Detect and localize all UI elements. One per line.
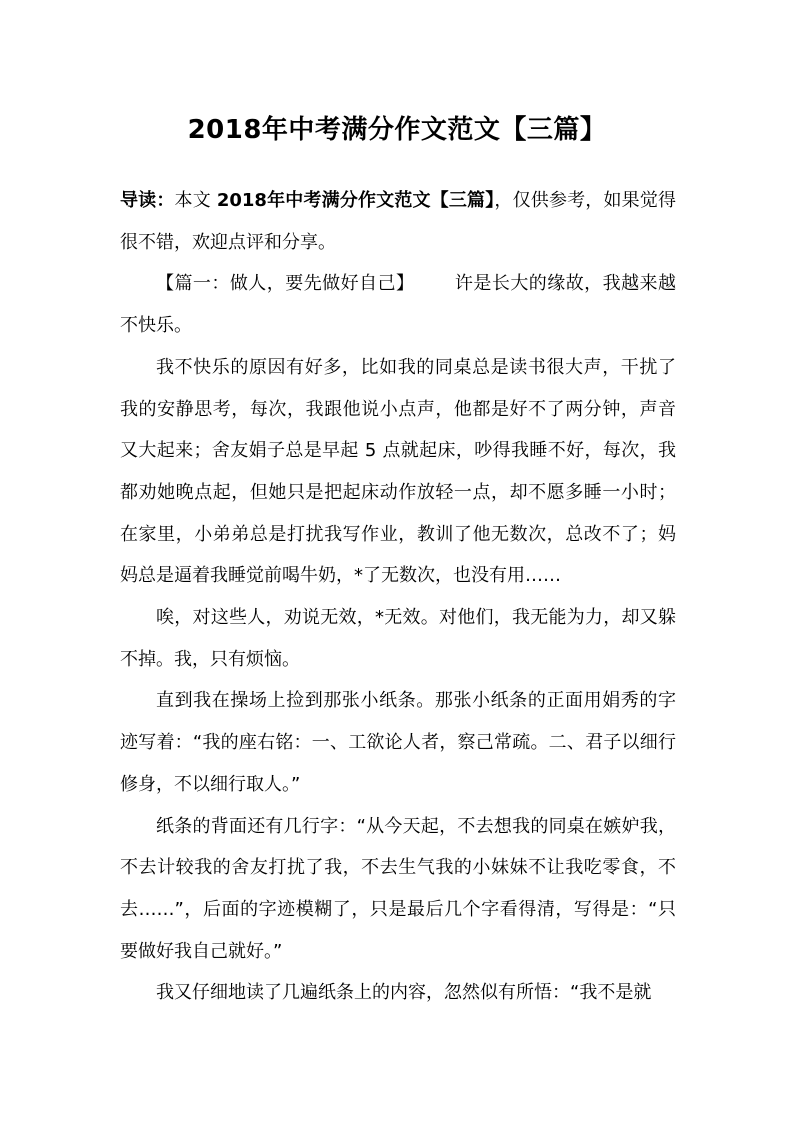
section-heading-paragraph [120,263,676,346]
intro-suffix: ，仅供参考，如果觉得很不错，欢迎点评和分享。 [120,190,677,253]
intro-paragraph [120,180,676,263]
section-heading: 【篇一：做人，要先做好自己】 [156,273,415,295]
body-paragraph: 直到我在操场上捡到那张小纸条。那张小纸条的正面用娟秀的字迹写着：“我的座右铭：一、工欲论人者，察己常疏。二、君子以细行修身，不以细行取人。” [120,690,676,795]
body-paragraph: 唉，对这些人，劝说无效，*无效。对他们，我无能为力，却又躲不掉。我，只有烦恼。 [120,607,676,670]
body-paragraph: 我又仔细地读了几遍纸条上的内容，忽然似有所悟：“我不是就 [156,982,652,1004]
document-body [120,180,676,1014]
first-line: 许是长大的缘故，我越来越不快乐。 [120,273,677,337]
intro-label: 导读： [120,190,175,211]
document-title: 2018年中考满分作文范文【三篇】 [187,115,607,145]
body-paragraph: 纸条的背面还有几行字：“从今天起，不去想我的同桌在嫉妒我，不去计较我的舍友打扰了我，不去生气我的小妹妹不让我吃零食，不去……”，后面的字迹模糊了，只是最后几个字看得清，写得是：“只要做好我自己就好。” [120,815,676,962]
intro-doc-title: 2018年中考满分作文范文【三篇】 [216,190,495,211]
intro-prefix: 本文 [174,190,217,211]
body-paragraph: 我不快乐的原因有好多，比如我的同桌总是读书很大声，干扰了我的安静思考，每次，我跟他说小点声，他都是好不了两分钟，声音又大起来；舍友娟子总是早起 5 点就起床，吵得我睡不好，每次，我都劝她晚点起，但她只是把起床动作放轻一点，却不愿多睡一小时；在家里，小弟弟总是打扰我写作业，教训了他无数次，总改不了；妈妈总是逼着我睡觉前喝牛奶，*了无数次，也没有用…… [120,356,676,587]
